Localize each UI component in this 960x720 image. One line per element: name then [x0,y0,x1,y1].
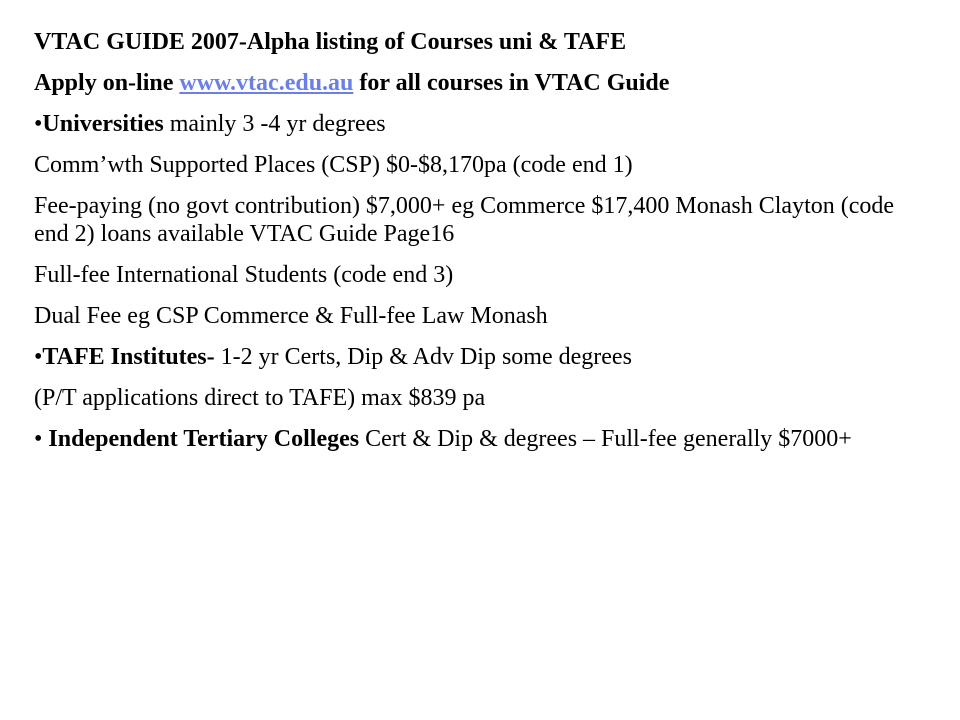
apply-online-line [34,69,934,97]
tafe-label: TAFE Institutes- [42,344,215,370]
independent-colleges-text: Cert & Dip & degrees – Full-fee generally $7000+ [359,426,852,452]
bullet-icon: • [34,426,49,452]
universities-text: mainly 3 -4 yr degrees [163,111,386,137]
bullet-icon: • [34,344,43,370]
vtac-website-link[interactable]: www.vtac.edu.au [179,70,354,96]
tafe-line [34,343,934,371]
universities-label: Universities [42,111,164,137]
universities-line [34,110,934,138]
dual-fee-line: Dual Fee eg CSP Commerce & Full-fee Law Monash [34,303,548,329]
csp-line: Comm’wth Supported Places (CSP) $0-$8,170pa (code end 1) [34,152,633,178]
full-fee-line: Full-fee International Students (code end 3) [34,262,454,288]
slide-content [34,28,934,466]
apply-text-before: Apply on-line [34,70,180,96]
apply-text-after: for all courses in VTAC Guide [353,70,670,96]
tafe-text: 1-2 yr Certs, Dip & Adv Dip some degrees [214,344,632,370]
independent-colleges-line [34,425,934,453]
fee-paying-line: Fee-paying (no govt contribution) $7,000+ eg Commerce $17,400 Monash Clayton (code end 2) loans available VTAC Guide Page16 [34,193,895,247]
document-title: VTAC GUIDE 2007-Alpha listing of Courses uni & TAFE [34,29,627,55]
independent-colleges-label: Independent Tertiary Colleges [48,426,360,452]
pt-applications-line: (P/T applications direct to TAFE) max $839 pa [34,385,486,411]
bullet-icon: • [34,111,43,137]
